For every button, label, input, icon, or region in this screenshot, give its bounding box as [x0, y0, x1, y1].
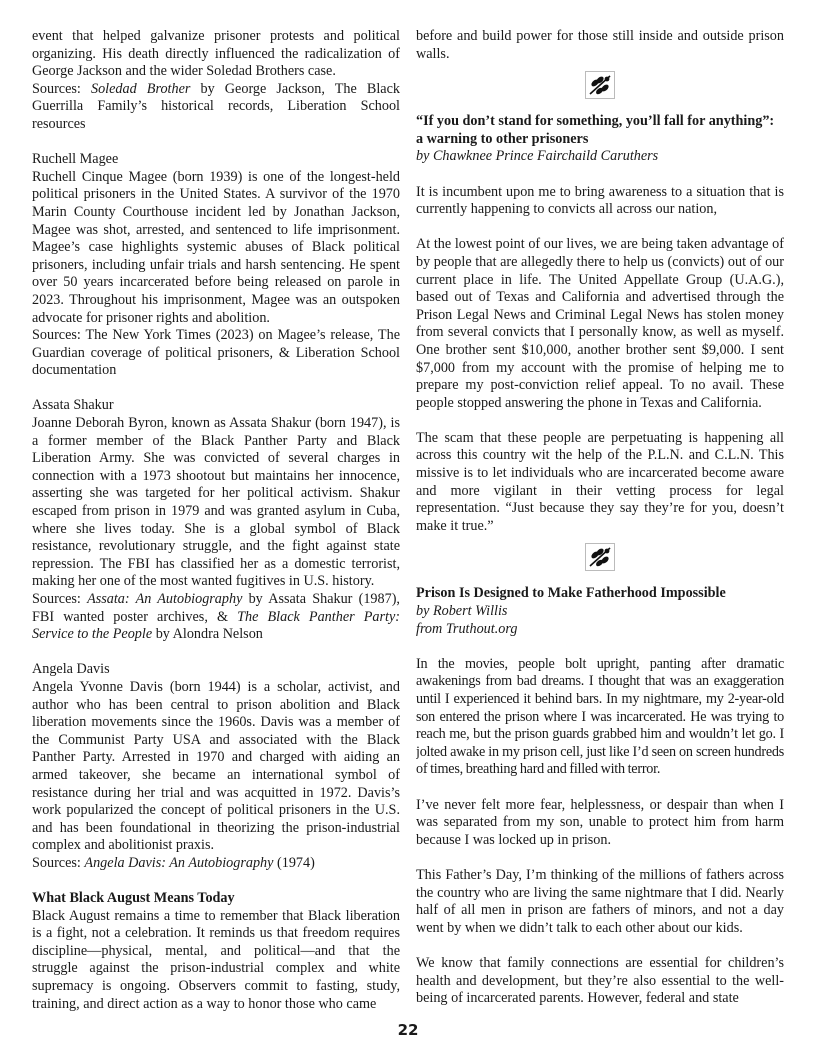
right-column: [416, 28, 784, 1026]
fatherhood-paragraph-3: This Father’s Day, I’m thinking of the millions of fathers across the country who are living the same nightmare that I did. Nearly half of all men in prison are fathers of minors, and not a day went by when we didn’t talk to each other about our kids.: [416, 866, 784, 936]
leaf-branch-icon: [585, 543, 615, 571]
magee-bio: Ruchell Cinque Magee (born 1939) is one of the longest-held political prisoners in the United States. A survivor of the 1970 Marin County Courthouse incident led by Jonathan Jackson, Magee was shot, arrested, and sentenced to life imprisonment. Magee’s case highlights systemic abuses of Black political prisoners, including unfair trials and harsh sentencing. He spent over 50 years incarcerated before being released on parole in 2023. Throughout his imprisonment, Magee was an outspoken advocate for prisoner rights and abolition.: [32, 168, 400, 326]
davis-name: Angela Davis: [32, 661, 110, 678]
black-august-body: Black August remains a time to remember that Black liberation is a fight, not a celebration. It reminds us that freedom requires discipline—physical, mental, and political—and that the struggle against the prison-industrial complex and white supremacy is ongoing. Observers commit to fasting, study, training, and direct action as a way to honor those who came: [32, 907, 400, 1012]
davis-sources: Sources: Angela Davis: An Autobiography (1974): [32, 854, 315, 871]
warning-paragraph-1: It is incumbent upon me to bring awareness to a situation that is currently happening to convicts all across our nation,: [416, 183, 784, 218]
page-number: 22: [397, 1021, 419, 1039]
black-august-heading: What Black August Means Today: [32, 890, 235, 907]
warning-paragraph-2: At the lowest point of our lives, we are being taken advantage of by people that are allegedly there to help us (convicts) out of our current place in life. The United Appellate Group (U.A.G.), based out of Texas and California and advertised through the Prison Legal News and Criminal Legal News has stolen money from several convicts that I personally know, as well as myself. One brother sent $10,000, another brother sent $9,000. I sent $7,000 from my account with the promise of helping me to prepare my post-conviction relief appeal. To no avail. These people stopped answering the phone in Texas and California.: [416, 236, 784, 411]
fatherhood-paragraph-2: I’ve never felt more fear, helplessness, or despair than when I was separated from my son, unable to protect him from harm because I was locked up in prison.: [416, 796, 784, 848]
fatherhood-byline: by Robert Willis: [416, 603, 508, 620]
intro-sources: Sources: Soledad Brother by George Jackson, The Black Guerrilla Family’s historical records, Liberation School resources: [32, 80, 400, 132]
warning-byline: by Chawknee Prince Fairchaild Caruthers: [416, 148, 659, 165]
magee-name: Ruchell Magee: [32, 151, 119, 168]
fatherhood-paragraph-4: We know that family connections are essential for children’s health and development, but they’re also essential to the well-being of incarcerated parents. However, federal and state: [416, 954, 784, 1007]
fatherhood-paragraph-1: In the movies, people bolt upright, panting after dramatic awakenings from bad dreams. I thought that was an exaggeration until I experienced it behind bars. In my nightmare, my 2-year-old son entered the prison where I was incarcerated. He was trying to reach me, but the prison guards grabbed him and wouldn’t let go. I jolted awake in my prison cell, just like I’d seen on screen hundreds of times, breathing hard and filled with terror.: [416, 655, 784, 778]
fatherhood-title: Prison Is Designed to Make Fatherhood Impossible: [416, 585, 726, 602]
continuation-paragraph: before and build power for those still inside and outside prison walls.: [416, 28, 784, 62]
warning-title: “If you don’t stand for something, you’ll fall for anything”: a warning to other prisoners: [416, 113, 775, 147]
shakur-sources: Sources: Assata: An Autobiography by Assata Shakur (1987), FBI wanted poster archives, & The Black Panther Party: Service to the People by Alondra Nelson: [32, 591, 400, 643]
davis-bio: Angela Yvonne Davis (born 1944) is a scholar, activist, and author who has been central to prison abolition and Black liberation movements since the 1960s. Davis was a member of the Communist Party USA and associated with the Black Panther Party. Arrested in 1970 and charged with aiding an armed takeover, she became an international symbol of resistance during her trial and was acquitted in 1972. Davis’s work popularized the concept of political prisoners in the U.S. and has been foundational in theorizing the prison-industrial complex and abolitionist praxis.: [32, 678, 400, 854]
left-column: [32, 28, 400, 1026]
warning-paragraph-3: The scam that these people are perpetuating is happening all across this country wit the help of the P.L.N. and C.L.N. This missive is to let individuals who are incarcerated become aware and more vigilant in their vetting process for legal representation. “Just because they say they’re for you, doesn’t make it true.”: [416, 429, 784, 534]
magee-sources: Sources: The New York Times (2023) on Magee’s release, The Guardian coverage of political prisoners, & Liberation School documentation: [32, 327, 400, 379]
leaf-branch-icon: [585, 71, 615, 99]
shakur-name: Assata Shakur: [32, 397, 114, 414]
shakur-bio: Joanne Deborah Byron, known as Assata Shakur (born 1947), is a former member of the Black Panther Party and Black Liberation Army. She was convicted of several charges in connection with a 1973 shootout but maintains her innocence, asserting she was targeted for her political activism. Shakur escaped from prison in 1979 and was granted asylum in Cuba, where she lives today. She is a global symbol of Black resistance, revolutionary struggle, and the fight against state repression. The FBI has classified her as a domestic terrorist, making her one of the most wanted fugitives in U.S. history.: [32, 415, 400, 590]
intro-paragraph: event that helped galvanize prisoner protests and political organizing. His death directly influenced the radicalization of George Jackson and the wider Soledad Brothers case.: [32, 28, 400, 80]
section-ornament: [416, 543, 784, 571]
section-ornament: [416, 71, 784, 99]
fatherhood-source: from Truthout.org: [416, 620, 518, 637]
